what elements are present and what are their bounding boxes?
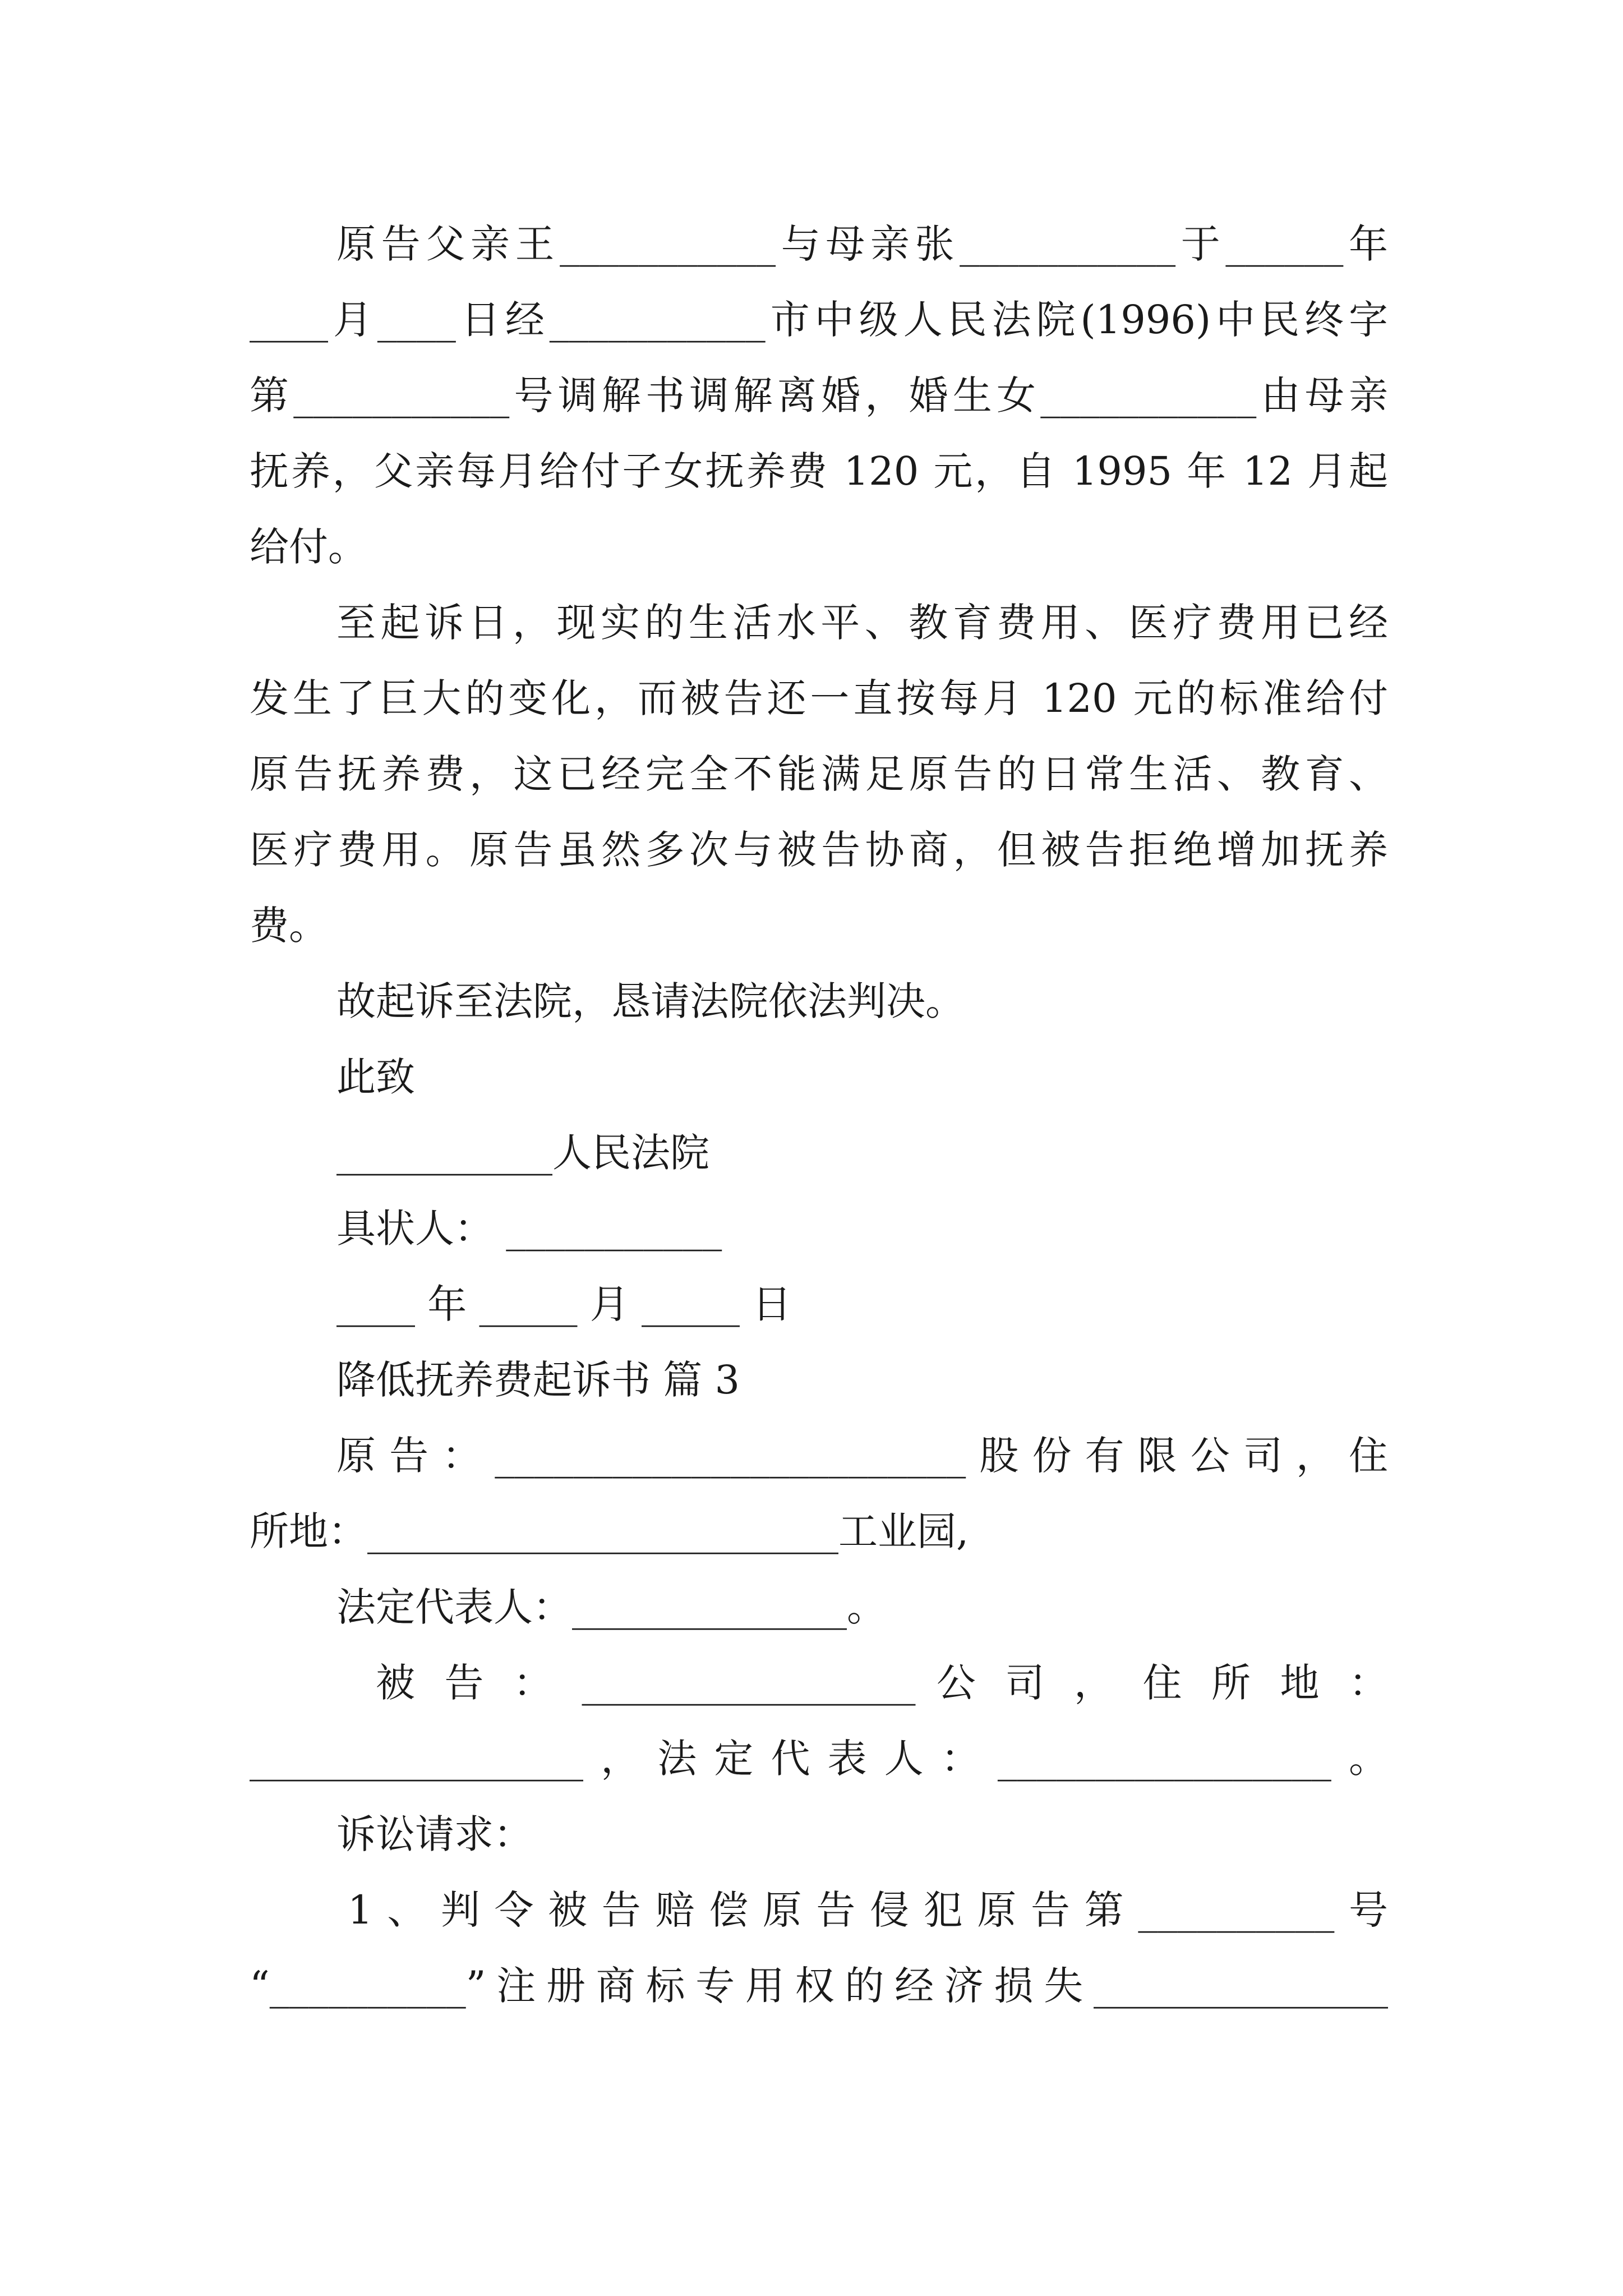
plaintiff-line-2: 所地：________________________工业园, <box>250 1508 969 1554</box>
paragraph-1-line-4: 抚养，父亲每月给付子女抚养费 120 元，自 1995 年 12 月起 <box>250 448 1388 494</box>
claims-title: 诉讼请求： <box>336 1811 533 1857</box>
claim-1-line-1: 1、判令被告赔偿原告侵犯原告第__________号 <box>348 1887 1388 1933</box>
paragraph-1-line-2: ____月____日经___________市中级人民法院(1996)中民终字 <box>250 297 1388 343</box>
paragraph-2-line-2: 发生了巨大的变化，而被告还一直按每月 120 元的标准给付 <box>250 675 1388 721</box>
signer: 具状人： ___________ <box>336 1205 722 1251</box>
date-line: ____ 年 _____ 月 _____ 日 <box>336 1281 792 1327</box>
plaintiff-line-1: 原告：________________________股份有限公司，住 <box>336 1433 1388 1479</box>
legal-representative: 法定代表人：______________。 <box>336 1584 886 1630</box>
paragraph-2-line-1: 至起诉日，现实的生活水平、教育费用、医疗费用已经 <box>336 600 1388 646</box>
paragraph-3: 故起诉至法院，恳请法院依法判决。 <box>336 978 965 1024</box>
section-title: 降低抚养费起诉书 篇 3 <box>336 1357 740 1403</box>
paragraph-1-line-1: 原告父亲王___________与母亲张___________于______年 <box>336 221 1388 267</box>
defendant-line-1: 被 告 ： _________________ 公 司 ， 住 所 地 ： <box>376 1660 1388 1706</box>
defendant-line-2: _________________，法定代表人：_________________。 <box>250 1736 1388 1782</box>
court-name: ___________人民法院 <box>336 1130 709 1176</box>
paragraph-2-line-4: 医疗费用。原告虽然多次与被告协商，但被告拒绝增加抚养 <box>250 827 1388 873</box>
claim-1-line-2: “__________”注册商标专用权的经济损失_______________ <box>250 1963 1388 2009</box>
paragraph-2-line-3: 原告抚养费，这已经完全不能满足原告的日常生活、教育、 <box>250 751 1388 797</box>
paragraph-2-line-5: 费。 <box>250 903 328 949</box>
paragraph-1-line-3: 第___________号调解书调解离婚，婚生女___________由母亲 <box>250 372 1388 418</box>
salutation: 此致 <box>336 1054 415 1100</box>
paragraph-1-line-5: 给付。 <box>250 524 367 570</box>
